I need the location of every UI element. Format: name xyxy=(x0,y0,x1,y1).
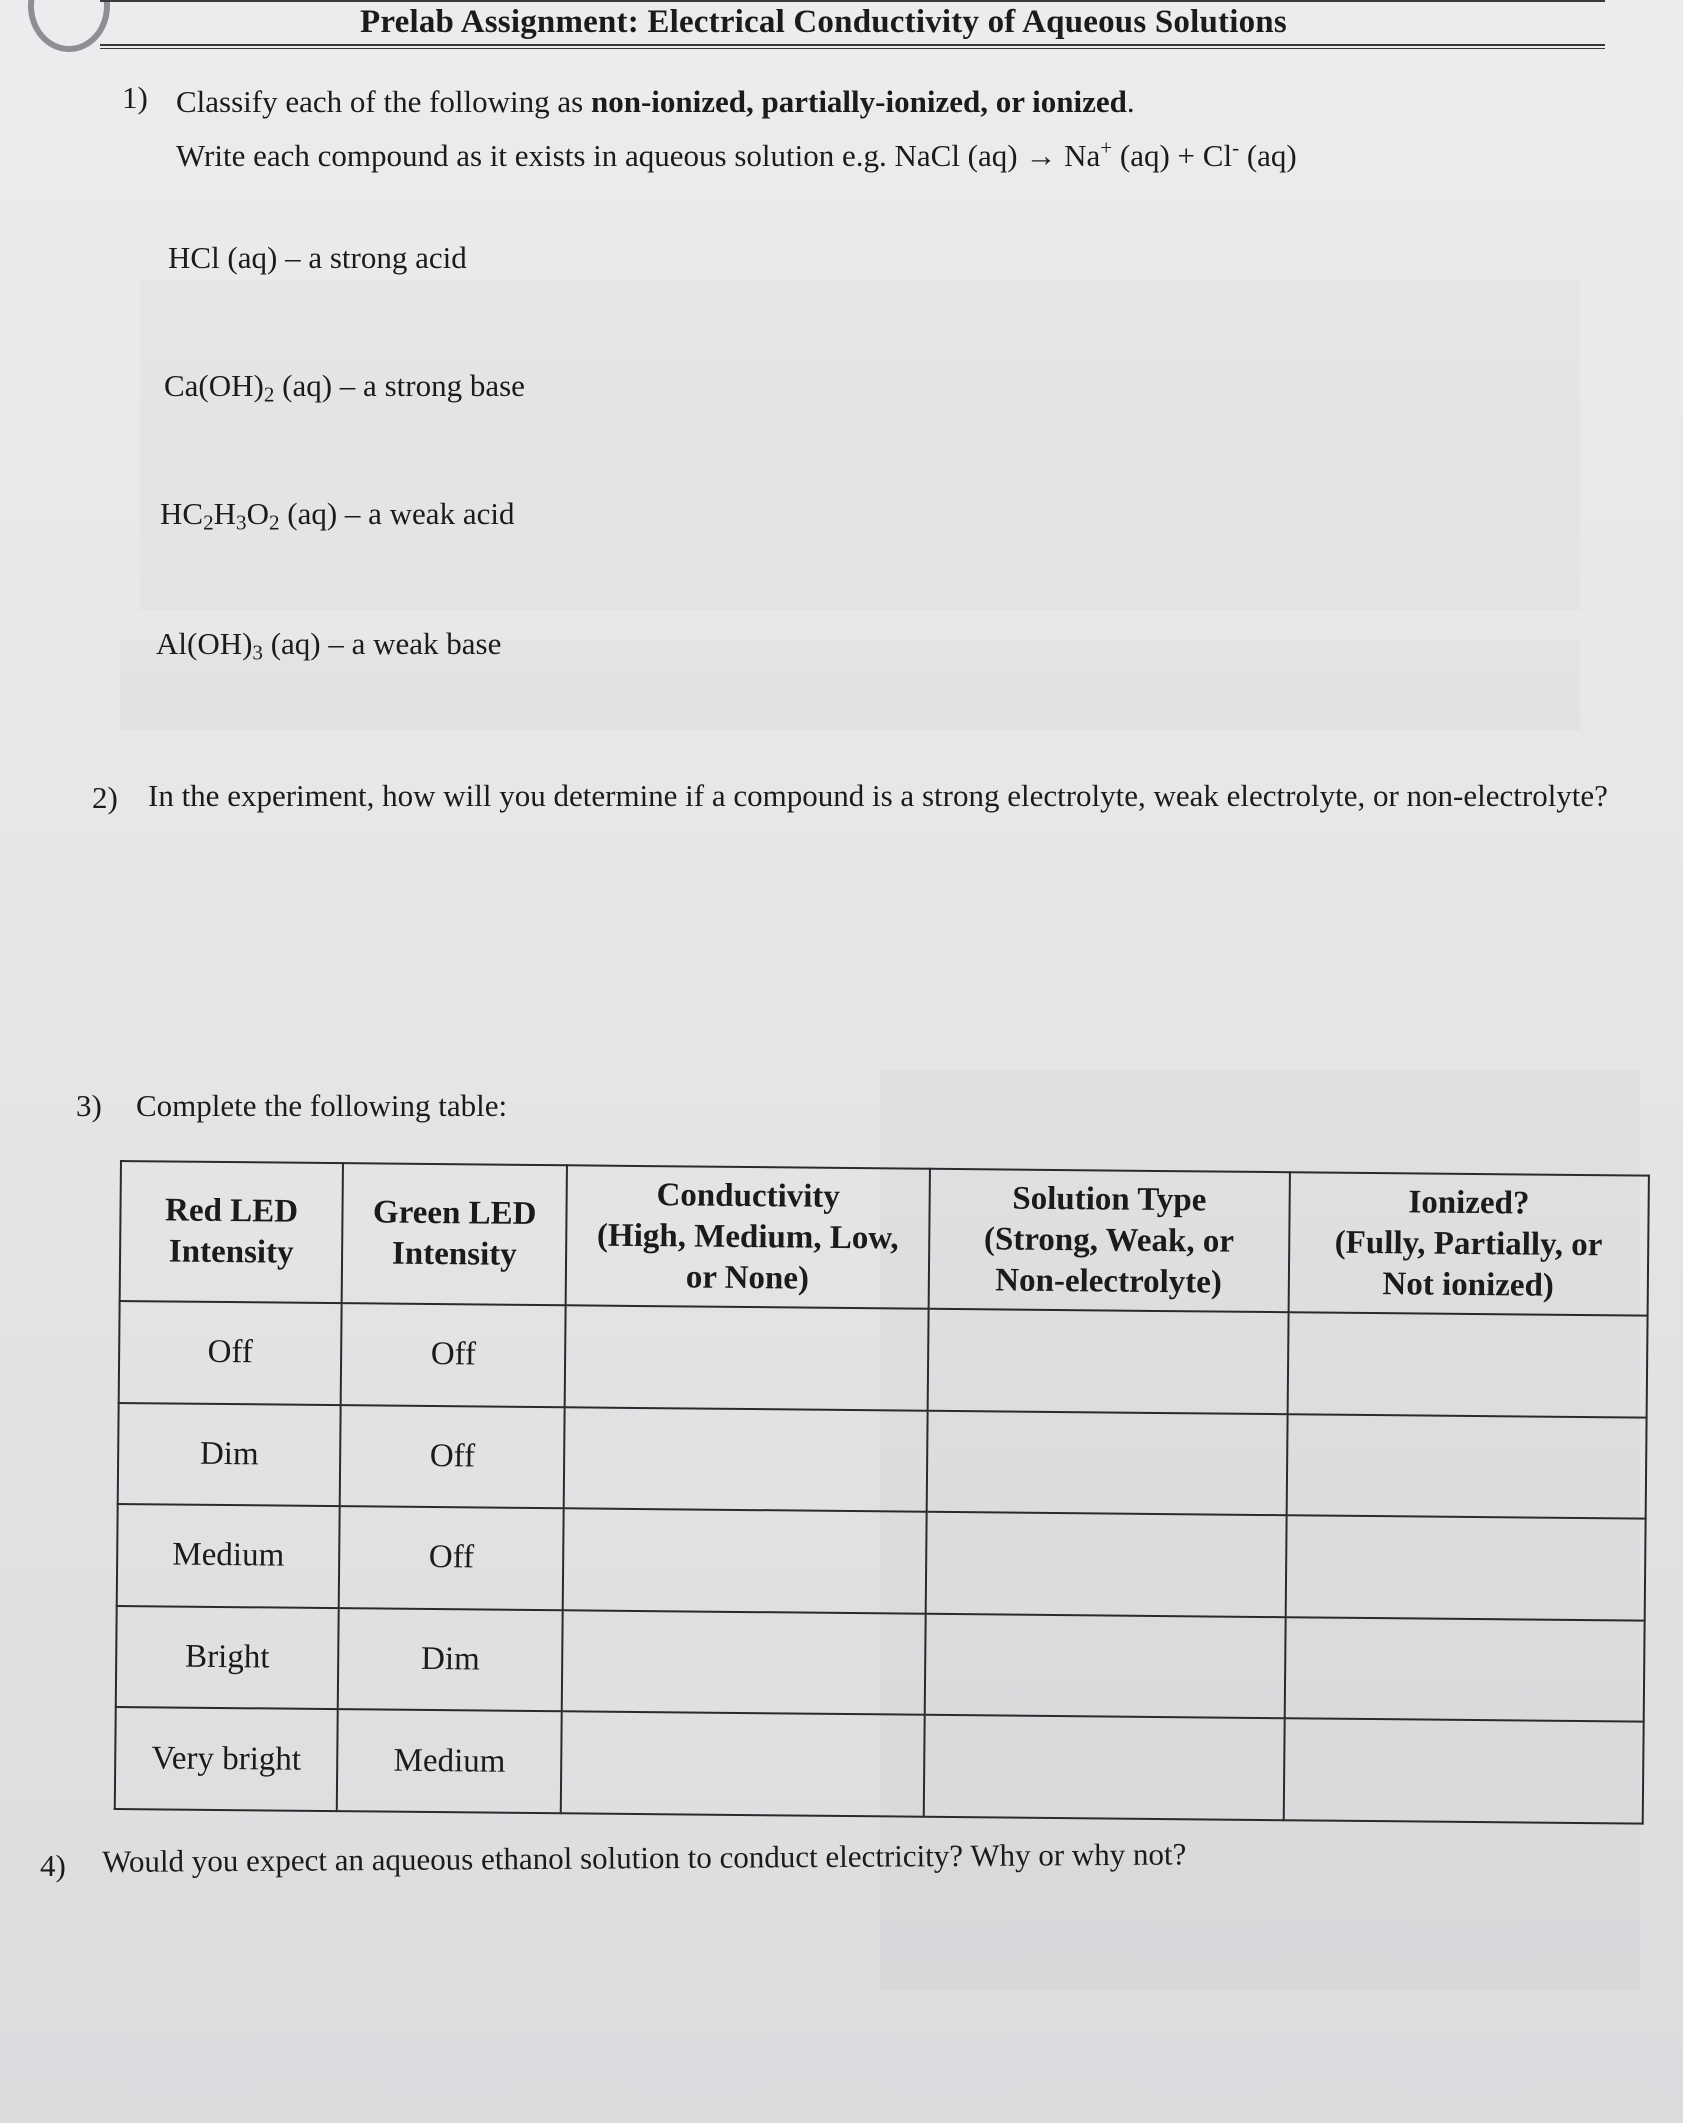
q4-number: 4) xyxy=(40,1848,66,1883)
cell-solution-type-answer[interactable] xyxy=(926,1410,1287,1515)
header-red-led: Red LED Intensity xyxy=(120,1161,344,1303)
header-green-led: Green LED Intensity xyxy=(342,1163,567,1305)
table-row xyxy=(119,1301,1648,1417)
cell-solution-type-answer[interactable] xyxy=(923,1715,1284,1820)
compound-acetic-acid: $HC_2H_3O_2$ (aq) – a weak acid xyxy=(160,496,515,535)
cell-ionized-answer[interactable] xyxy=(1286,1414,1646,1519)
q4-text: Would you expect an aqueous ethanol solution to conduct electricity? Why or why not? xyxy=(102,1836,1187,1879)
q3-number: 3) xyxy=(76,1088,102,1123)
cell-ionized-answer[interactable] xyxy=(1284,1617,1644,1722)
table-header-row xyxy=(120,1161,1649,1316)
cell-conductivity-answer[interactable] xyxy=(565,1305,928,1410)
compound-aloh3: $Al(OH)_3$ (aq) – a weak base xyxy=(156,626,502,665)
cell-conductivity-answer[interactable] xyxy=(563,1508,926,1613)
cell-red: Off xyxy=(119,1301,342,1405)
title-rule-bottom xyxy=(100,44,1605,46)
cell-green: Medium xyxy=(337,1709,562,1813)
cell-ionized-answer[interactable] xyxy=(1287,1312,1647,1417)
cell-red: Bright xyxy=(116,1606,339,1710)
cell-solution-type-answer[interactable] xyxy=(927,1309,1288,1414)
cell-green: Dim xyxy=(338,1608,563,1712)
header-ionized: Ionized? (Fully, Partially, or Not ionized) xyxy=(1288,1172,1649,1315)
bleed-through-shade xyxy=(140,280,1580,610)
cell-red: Medium xyxy=(117,1504,340,1608)
cell-conductivity-answer[interactable] xyxy=(561,1712,924,1817)
q3-text: Complete the following table: xyxy=(136,1088,508,1123)
cell-solution-type-answer[interactable] xyxy=(925,1512,1286,1617)
cell-ionized-answer[interactable] xyxy=(1283,1719,1643,1824)
title-rule-top xyxy=(100,0,1605,2)
cell-red: Very bright xyxy=(115,1707,338,1811)
table-row xyxy=(115,1707,1644,1823)
cell-green: Off xyxy=(340,1405,565,1509)
binder-ring-icon xyxy=(28,0,110,52)
cell-conductivity-answer[interactable] xyxy=(564,1407,927,1512)
table-row xyxy=(118,1403,1647,1519)
q2-text: In the experiment, how will you determine if a compound is a strong electrolyte, weak electrolyte, or non-electrolyte? xyxy=(148,778,1608,813)
cell-ionized-answer[interactable] xyxy=(1285,1515,1645,1620)
header-solution-type: Solution Type (Strong, Weak, or Non-electrolyte) xyxy=(928,1169,1289,1312)
title-rule-bottom-2 xyxy=(100,48,1605,49)
led-conductivity-table xyxy=(114,1160,1650,1825)
q1-line1: Classify each of the following as non-ionized, partially-ionized, or ionized. xyxy=(176,84,1135,119)
cell-green: Off xyxy=(341,1303,566,1407)
q1-line2: Write each compound as it exists in aqueous solution e.g. NaCl (aq) → Na+ (aq) + Cl- (aq) xyxy=(176,135,1297,173)
cell-solution-type-answer[interactable] xyxy=(924,1614,1285,1719)
q1-number: 1) xyxy=(122,80,148,115)
cell-conductivity-answer[interactable] xyxy=(562,1610,925,1715)
compound-caoh2: $Ca(OH)_2$ (aq) – a strong base xyxy=(164,368,525,407)
header-conductivity: Conductivity (High, Medium, Low, or None) xyxy=(566,1165,930,1308)
table-row xyxy=(117,1504,1646,1620)
q2-number: 2) xyxy=(92,780,118,815)
compound-hcl: HCl (aq) – a strong acid xyxy=(168,240,467,275)
cell-green: Off xyxy=(339,1506,564,1610)
table-row xyxy=(116,1606,1645,1722)
cell-red: Dim xyxy=(118,1403,341,1507)
page-title: Prelab Assignment: Electrical Conductivity of Aqueous Solutions xyxy=(360,4,1287,40)
